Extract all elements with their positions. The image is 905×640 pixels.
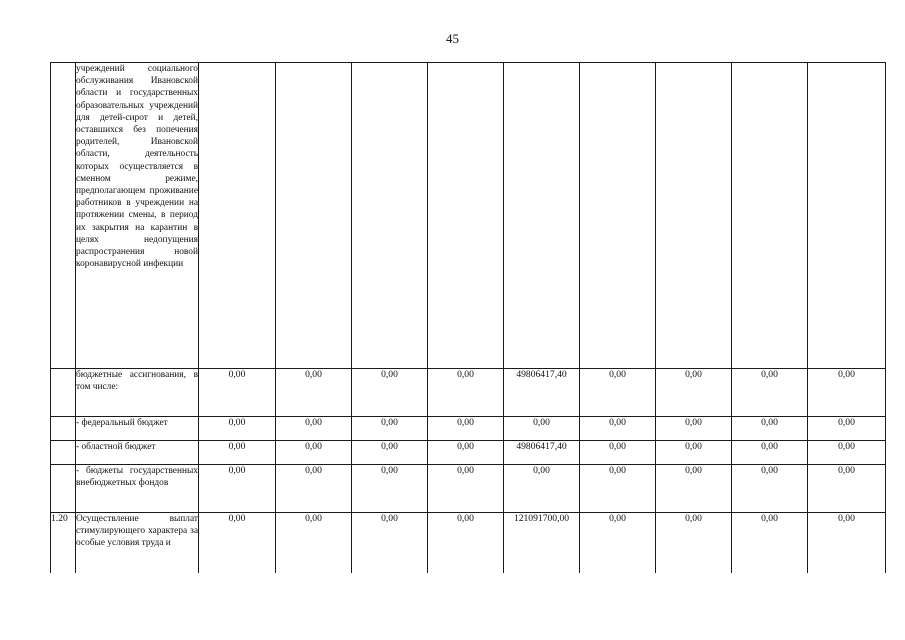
table-row	[51, 441, 886, 465]
value-cell: 0,00	[428, 441, 504, 465]
value-cell	[504, 63, 580, 369]
value-cell: 0,00	[580, 369, 656, 417]
value-cell: 0,00	[808, 465, 886, 513]
value-cell: 49806417,40	[504, 441, 580, 465]
value-cell: 0,00	[276, 417, 352, 441]
value-cell: 0,00	[352, 441, 428, 465]
value-cell: 0,00	[428, 369, 504, 417]
value-cell: 0,00	[580, 465, 656, 513]
value-cell: 0,00	[199, 513, 276, 573]
value-cell: 0,00	[276, 369, 352, 417]
row-number: 1.20	[51, 513, 76, 573]
row-number	[51, 63, 76, 369]
value-cell: 0,00	[656, 417, 732, 441]
row-description: учреждений социального обслуживания Ивановской области и государственных образовательных учреждений для детей-сирот и детей, оставшихся без попечения родителей, Ивановской области, деятельность которых осуществляется в сменном режиме, предполагающем проживание работников в учреждении на протяжении смены, в период их закрытия на карантин в целях недопущения распространения новой коронавирусной инфекции	[76, 63, 199, 369]
value-cell: 0,00	[732, 513, 808, 573]
value-cell: 0,00	[199, 465, 276, 513]
value-cell: 0,00	[732, 417, 808, 441]
value-cell: 0,00	[428, 417, 504, 441]
table-row	[51, 513, 886, 573]
row-description: Осуществление выплат стимулирующего характера за особые условия труда и	[76, 513, 199, 573]
value-cell	[656, 63, 732, 369]
value-cell: 0,00	[808, 513, 886, 573]
value-cell: 0,00	[656, 513, 732, 573]
value-cell: 0,00	[808, 417, 886, 441]
value-cell: 0,00	[808, 369, 886, 417]
row-number	[51, 465, 76, 513]
value-cell	[276, 63, 352, 369]
value-cell: 0,00	[199, 417, 276, 441]
value-cell: 0,00	[732, 369, 808, 417]
row-number	[51, 417, 76, 441]
value-cell: 0,00	[732, 441, 808, 465]
value-cell: 0,00	[352, 465, 428, 513]
value-cell: 0,00	[352, 369, 428, 417]
value-cell: 0,00	[276, 513, 352, 573]
value-cell: 49806417,40	[504, 369, 580, 417]
value-cell: 0,00	[352, 417, 428, 441]
value-cell	[352, 63, 428, 369]
value-cell: 0,00	[580, 513, 656, 573]
value-cell: 0,00	[580, 417, 656, 441]
value-cell: 0,00	[352, 513, 428, 573]
value-cell	[808, 63, 886, 369]
row-description: - областной бюджет	[76, 441, 199, 465]
row-number	[51, 441, 76, 465]
table-row	[51, 63, 886, 369]
value-cell: 0,00	[808, 441, 886, 465]
value-cell: 0,00	[504, 465, 580, 513]
value-cell: 0,00	[656, 369, 732, 417]
value-cell: 0,00	[504, 417, 580, 441]
value-cell: 0,00	[656, 441, 732, 465]
value-cell	[580, 63, 656, 369]
value-cell: 0,00	[428, 465, 504, 513]
budget-table	[50, 62, 886, 573]
table-row	[51, 417, 886, 441]
value-cell: 0,00	[276, 441, 352, 465]
value-cell	[732, 63, 808, 369]
value-cell: 0,00	[276, 465, 352, 513]
row-description: - федеральный бюджет	[76, 417, 199, 441]
value-cell: 0,00	[428, 513, 504, 573]
value-cell: 121091700,00	[504, 513, 580, 573]
row-description: - бюджеты государственных внебюджетных фондов	[76, 465, 199, 513]
row-number	[51, 369, 76, 417]
value-cell: 0,00	[199, 369, 276, 417]
page-number: 45	[446, 31, 459, 46]
value-cell	[199, 63, 276, 369]
value-cell: 0,00	[580, 441, 656, 465]
value-cell: 0,00	[656, 465, 732, 513]
row-description: бюджетные ассигнования, в том числе:	[76, 369, 199, 417]
table-row	[51, 465, 886, 513]
table-row	[51, 369, 886, 417]
value-cell: 0,00	[199, 441, 276, 465]
value-cell: 0,00	[732, 465, 808, 513]
value-cell	[428, 63, 504, 369]
